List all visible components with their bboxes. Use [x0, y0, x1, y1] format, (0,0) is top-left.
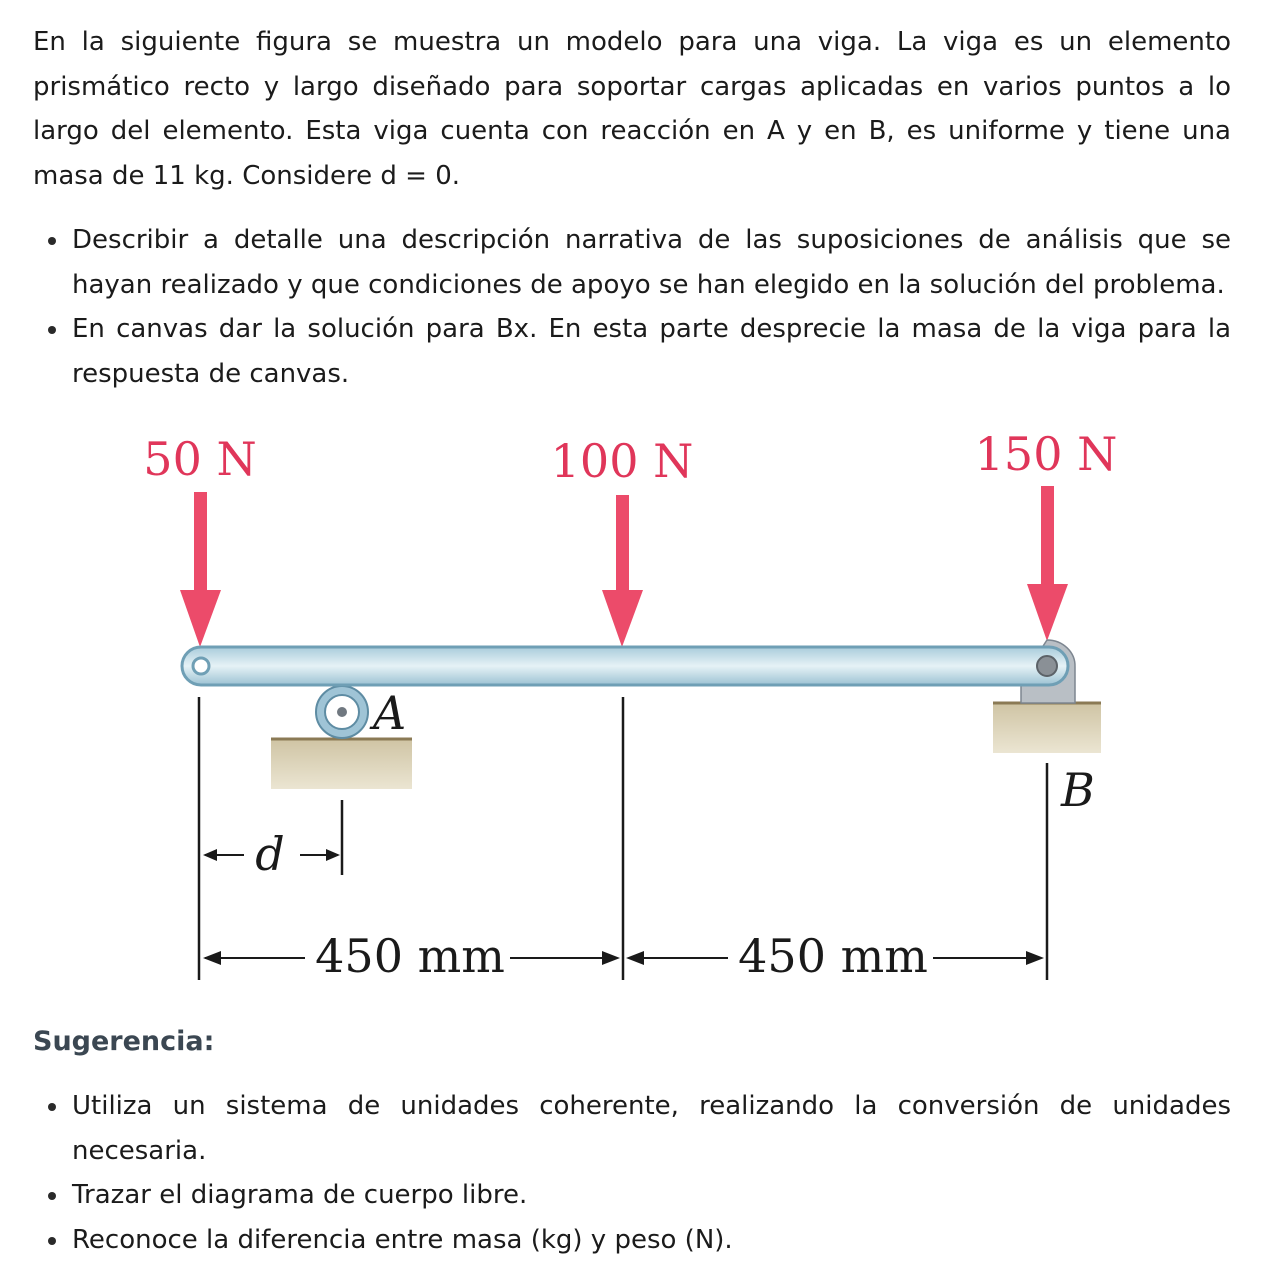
- hint-item-mass-weight: Reconoce la diferencia entre masa (kg) y peso (N).: [72, 1218, 1231, 1263]
- dimension-right-label: 450 mm: [738, 929, 928, 983]
- task-list: [33, 218, 1231, 396]
- load-label-50n: 50 N: [143, 432, 257, 486]
- load-arrow-100n: [602, 495, 643, 647]
- load-label-150n: 150 N: [974, 427, 1118, 481]
- hint-title: Sugerencia:: [33, 1026, 215, 1057]
- support-label-b: B: [1061, 763, 1095, 817]
- load-arrow-150n: [1027, 486, 1068, 641]
- beam: [182, 647, 1068, 685]
- problem-statement: En la siguiente figura se muestra un modelo para una viga. La viga es un elemento prismático recto y largo diseñado para soportar cargas aplicadas en varios puntos a lo largo del elemento. Esta viga cuenta con reacción en A y en B, es uniforme y tiene una masa de 11 kg. Considere d = 0.: [33, 27, 1231, 191]
- hint-list: [33, 1084, 1231, 1262]
- task-item-canvas: En canvas dar la solución para Bx. En esta parte desprecie la masa de la viga para la respuesta de canvas.: [72, 307, 1231, 396]
- load-arrow-50n: [180, 492, 221, 647]
- dimension-d-label: d: [255, 827, 285, 881]
- beam-diagram: [0, 400, 1261, 1010]
- task-item-narrative: Describir a detalle una descripción narrativa de las suposiciones de análisis que se hayan realizado y que condiciones de apoyo se han elegido en la solución del problema.: [72, 218, 1231, 307]
- load-label-100n: 100 N: [550, 434, 694, 488]
- hint-item-fbd: Trazar el diagrama de cuerpo libre.: [72, 1173, 1231, 1218]
- dimension-left-label: 450 mm: [315, 929, 505, 983]
- support-label-a: A: [373, 686, 407, 740]
- hint-item-units: Utiliza un sistema de unidades coherente, realizando la conversión de unidades necesaria.: [72, 1084, 1231, 1173]
